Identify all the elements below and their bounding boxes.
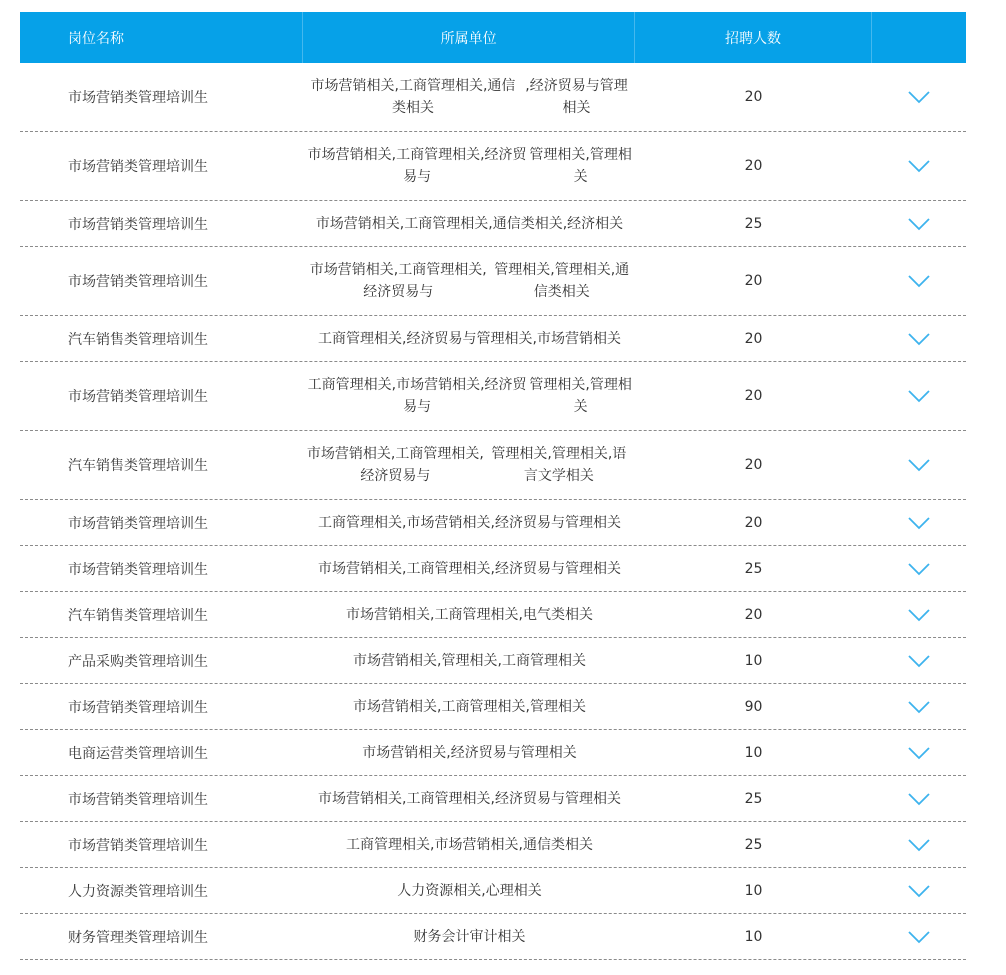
count-cell: 20 — [744, 388, 763, 404]
count-cell: 90 — [744, 698, 763, 715]
expand-cell[interactable] — [872, 500, 966, 545]
count-cell: 25 — [744, 560, 763, 577]
unit-cell: 工商管理相关,市场营销相关,经济贸易与 管理相关,管理相关 — [307, 377, 632, 415]
expand-cell[interactable] — [872, 201, 966, 246]
chevron-down-icon[interactable] — [908, 516, 930, 530]
unit-cell: 市场营销相关,工商管理相关,通信类相关 ,经济贸易与管理相关 — [310, 78, 628, 116]
chevron-down-icon[interactable] — [908, 217, 930, 231]
chevron-down-icon[interactable] — [908, 562, 930, 576]
position-cell: 市场营销类管理培训生 — [68, 561, 208, 578]
position-cell: 市场营销类管理培训生 — [68, 791, 208, 808]
table-row[interactable] — [20, 592, 966, 638]
table-row[interactable] — [20, 776, 966, 822]
chevron-down-icon[interactable] — [908, 458, 930, 472]
table-row[interactable] — [20, 914, 966, 960]
position-cell: 市场营销类管理培训生 — [68, 90, 208, 106]
position-cell: 市场营销类管理培训生 — [68, 159, 208, 175]
table-row[interactable] — [20, 247, 966, 316]
position-cell: 市场营销类管理培训生 — [68, 216, 208, 233]
chevron-down-icon[interactable] — [908, 332, 930, 346]
expand-cell[interactable] — [872, 132, 966, 200]
count-cell: 20 — [744, 606, 763, 623]
position-cell: 汽车销售类管理培训生 — [68, 607, 208, 624]
table-row[interactable] — [20, 822, 966, 868]
position-cell: 市场营销类管理培训生 — [68, 515, 208, 532]
position-cell: 市场营销类管理培训生 — [68, 699, 208, 716]
chevron-down-icon[interactable] — [908, 159, 930, 173]
unit-cell: 市场营销相关,工商管理相关,通信类相关,经济相关 — [315, 215, 624, 232]
chevron-down-icon[interactable] — [908, 930, 930, 944]
position-cell: 汽车销售类管理培训生 — [68, 331, 208, 348]
expand-cell[interactable] — [872, 316, 966, 361]
position-cell: 市场营销类管理培训生 — [68, 389, 208, 405]
unit-cell: 工商管理相关,市场营销相关,通信类相关 — [346, 836, 593, 853]
unit-cell: 市场营销相关,管理相关,工商管理相关 — [353, 652, 586, 669]
job-table — [20, 12, 966, 960]
chevron-down-icon[interactable] — [908, 746, 930, 760]
chevron-down-icon[interactable] — [908, 700, 930, 714]
count-cell: 20 — [744, 158, 763, 174]
position-cell: 人力资源类管理培训生 — [68, 883, 208, 900]
unit-cell: 市场营销相关,工商管理相关,经济贸易与 管理相关,管理相关,语言文学相关 — [306, 446, 627, 484]
table-row[interactable] — [20, 63, 966, 132]
chevron-down-icon[interactable] — [908, 654, 930, 668]
unit-cell: 财务会计审计相关 — [413, 928, 526, 945]
unit-cell: 工商管理相关,经济贸易与管理相关,市场营销相关 — [318, 330, 621, 347]
table-header — [20, 12, 966, 63]
table-row[interactable] — [20, 431, 966, 500]
count-cell: 25 — [744, 215, 763, 232]
chevron-down-icon[interactable] — [908, 792, 930, 806]
position-cell: 财务管理类管理培训生 — [68, 929, 208, 946]
unit-cell: 人力资源相关,心理相关 — [397, 882, 542, 899]
expand-cell[interactable] — [872, 822, 966, 867]
chevron-down-icon[interactable] — [908, 884, 930, 898]
count-cell: 25 — [744, 836, 763, 853]
count-cell: 25 — [744, 790, 763, 807]
chevron-down-icon[interactable] — [908, 274, 930, 288]
count-cell: 10 — [744, 928, 763, 945]
table-row[interactable] — [20, 868, 966, 914]
expand-cell[interactable] — [872, 431, 966, 499]
table-row[interactable] — [20, 500, 966, 546]
count-cell: 20 — [744, 514, 763, 531]
unit-cell: 市场营销相关,工商管理相关,管理相关 — [353, 698, 586, 715]
chevron-down-icon[interactable] — [908, 389, 930, 403]
table-body — [20, 63, 966, 960]
count-cell: 10 — [744, 882, 763, 899]
expand-cell[interactable] — [872, 546, 966, 591]
position-cell: 电商运营类管理培训生 — [68, 745, 208, 762]
table-row[interactable] — [20, 638, 966, 684]
table-row[interactable] — [20, 132, 966, 201]
unit-cell: 市场营销相关,工商管理相关,经济贸易与 管理相关,管理相关 — [307, 147, 632, 185]
table-row[interactable] — [20, 201, 966, 247]
unit-cell: 工商管理相关,市场营销相关,经济贸易与管理相关 — [318, 514, 621, 531]
header-count: 招聘人数 — [635, 12, 872, 63]
header-action — [872, 12, 966, 63]
count-cell: 20 — [744, 89, 763, 105]
chevron-down-icon[interactable] — [908, 838, 930, 852]
table-row[interactable] — [20, 684, 966, 730]
unit-cell: 市场营销相关,工商管理相关,经济贸易与管理相关 — [318, 560, 621, 577]
count-cell: 10 — [744, 652, 763, 669]
unit-cell: 市场营销相关,工商管理相关,经济贸易与管理相关 — [318, 790, 621, 807]
count-cell: 20 — [744, 273, 763, 289]
table-row[interactable] — [20, 316, 966, 362]
position-cell: 市场营销类管理培训生 — [68, 837, 208, 854]
expand-cell[interactable] — [872, 730, 966, 775]
expand-cell[interactable] — [872, 247, 966, 315]
expand-cell[interactable] — [872, 592, 966, 637]
unit-cell: 市场营销相关,工商管理相关,电气类相关 — [346, 606, 593, 623]
table-row[interactable] — [20, 362, 966, 431]
header-position: 岗位名称 — [20, 12, 303, 63]
header-unit: 所属单位 — [303, 12, 634, 63]
expand-cell[interactable] — [872, 776, 966, 821]
position-cell: 市场营销类管理培训生 — [68, 274, 208, 290]
unit-cell: 市场营销相关,经济贸易与管理相关 — [362, 744, 577, 761]
expand-cell[interactable] — [872, 914, 966, 959]
expand-cell[interactable] — [872, 638, 966, 683]
position-cell: 产品采购类管理培训生 — [68, 653, 208, 670]
count-cell: 20 — [744, 457, 763, 473]
table-row[interactable] — [20, 730, 966, 776]
count-cell: 10 — [744, 744, 763, 761]
expand-cell[interactable] — [872, 63, 966, 131]
unit-cell: 市场营销相关,工商管理相关,经济贸易与 管理相关,管理相关,通信类相关 — [309, 262, 630, 300]
expand-cell[interactable] — [872, 868, 966, 913]
expand-cell[interactable] — [872, 362, 966, 430]
count-cell: 20 — [744, 330, 763, 347]
expand-cell[interactable] — [872, 684, 966, 729]
table-row[interactable] — [20, 546, 966, 592]
chevron-down-icon[interactable] — [908, 90, 930, 104]
chevron-down-icon[interactable] — [908, 608, 930, 622]
position-cell: 汽车销售类管理培训生 — [68, 458, 208, 474]
